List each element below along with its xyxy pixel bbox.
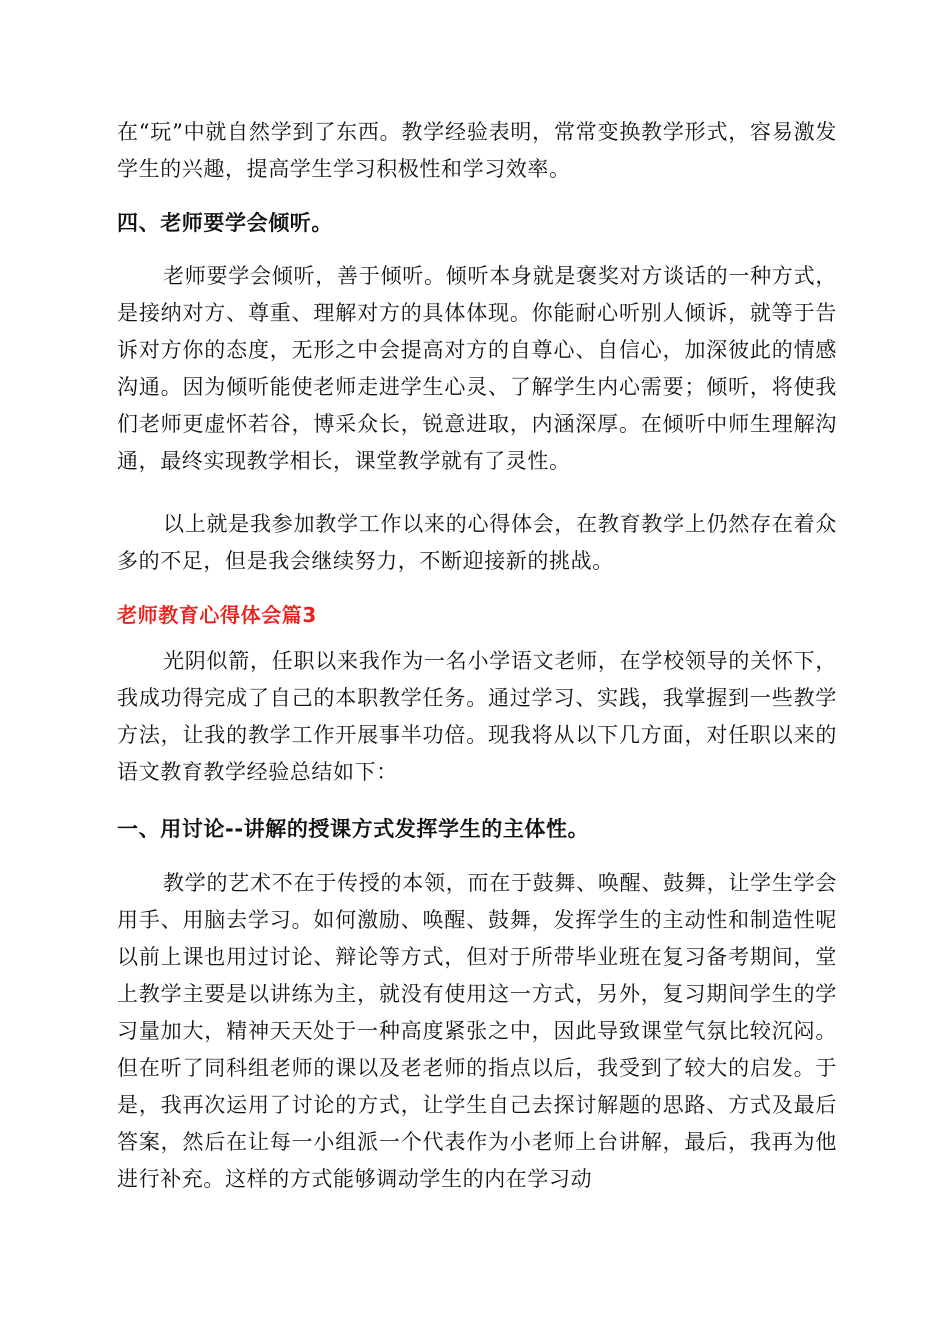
paragraph-discussion: 教学的艺术不在于传授的本领，而在于鼓舞、唤醒、鼓舞，让学生学会用手、用脑去学习。如何激励、唤醒、鼓舞，发挥学生的主动性和制造性呢以前上课也用过讨论、辩论等方式，但对于所带毕业班在复习备考期间，堂上教学主要是以讲练为主，就没有使用这一方式，另外，复习期间学生的学习量加大，精神天天处于一种高度紧张之中，因此导致课堂气氛比较沉闷。但在听了同科组老师的课以及老老师的指点以后，我受到了较大的启发。于是，我再次运用了讨论的方式，让学生自己去探讨解题的思路、方式及最后答案，然后在让每一小组派一个代表作为小老师上台讲解，最后，我再为他进行补充。这样的方式能够调动学生的内在学习动: [117, 871, 837, 1191]
section-title: 老师教育心得体会篇3: [117, 603, 317, 627]
heading-discussion: 一、用讨论--讲解的授课方式发挥学生的主体性。: [117, 817, 590, 841]
paragraph-continuation: 在“玩”中就自然学到了东西。教学经验表明，常常变换教学形式，容易激发学生的兴趣，提高学生学习积极性和学习效率。: [117, 120, 837, 181]
paragraph-intro: 光阴似箭，任职以来我作为一名小学语文老师，在学校领导的关怀下，我成功得完成了自己的本职教学任务。通过学习、实践，我掌握到一些教学方法，让我的教学工作开展事半功倍。现我将从以下几方面，对任职以来的语文教育教学经验总结如下：: [117, 649, 837, 784]
heading-listen: 四、老师要学会倾听。: [117, 211, 333, 235]
paragraph-listen: 老师要学会倾听，善于倾听。倾听本身就是褒奖对方谈话的一种方式，是接纳对方、尊重、理解对方的具体体现。你能耐心听别人倾诉，就等于告诉对方你的态度，无形之中会提高对方的自尊心、自信心，加深彼此的情感沟通。因为倾听能使老师走进学生心灵、了解学生内心需要；倾听，将使我们老师更虚怀若谷，博采众长，锐意进取，内涵深厚。在倾听中师生理解沟通，最终实现教学相长，课堂教学就有了灵性。: [117, 264, 837, 473]
paragraph-conclusion: 以上就是我参加教学工作以来的心得体会，在教育教学上仍然存在着众多的不足，但是我会继续努力，不断迎接新的挑战。: [117, 512, 837, 573]
